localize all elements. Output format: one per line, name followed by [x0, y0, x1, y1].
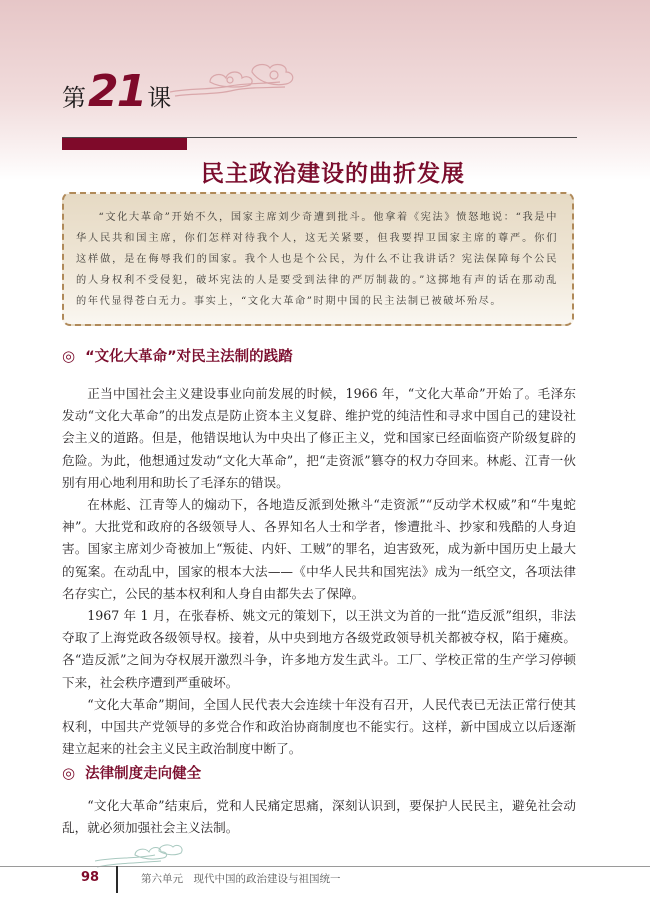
section-heading-text: 法律制度走向健全 — [85, 766, 202, 782]
paragraph: 1967 年 1 月，在张春桥、姚文元的策划下，以王洪文为首的一批“造反派”组织，非法夺取了上海党政各级领导权。接着，从中央到地方各级党政领导机关都被夺权，陷于瘫痪。各“造反派”之间为夺权展开激烈斗争，许多地方发生武斗。工厂、学校正常的生产学习停顿下来，社会秩序遭到严重破坏。 — [62, 608, 576, 690]
section-heading-2 — [62, 762, 201, 783]
footer-rule — [0, 866, 650, 867]
paragraph: 在林彪、江青等人的煽动下，各地造反派到处揪斗“走资派”“反动学术权威”和“牛鬼蛇神”。大批党和政府的各级领导人、各界知名人士和学者，惨遭批斗、抄家和残酷的人身迫害。国家主席刘少奇被加上“叛徒、内奸、工贼”的罪名，迫害致死，成为新中国历史上最大的冤案。在动乱中，国家的根本大法——《中华人民共和国宪法》成为一纸空文，各项法律名存实亡，公民的基本权利和人身自由都失去了保障。 — [62, 497, 576, 601]
section-heading-text: “文化大革命”对民主法制的践踏 — [85, 349, 293, 365]
lesson-prefix: 第 — [62, 84, 86, 112]
lesson-suffix: 课 — [147, 84, 172, 112]
auspicious-cloud-icon — [170, 60, 300, 100]
lesson-number-heading — [62, 64, 172, 117]
lesson-title: 民主政治建设的曲折发展 — [201, 161, 465, 187]
section-2-body — [62, 795, 576, 839]
paragraph: “文化大革命”结束后，党和人民痛定思痛，深刻认识到，要保护人民民主，避免社会动乱，就必须加强社会主义法制。 — [62, 798, 576, 836]
lesson-number: 21 — [88, 66, 146, 117]
intro-quote-text: “文化大革命”开始不久，国家主席刘少奇遭到批斗。他拿着《宪法》愤怒地说：“我是中华人民共和国主席，你们怎样对待我个人，这无关紧要，但我要捍卫国家主席的尊严。你们这样做，是在侮辱我们的国家。我个人也是个公民，为什么不让我讲话？宪法保障每个公民的人身权利不受侵犯，破坏宪法的人是要受到法律的严厉制裁的。”这掷地有声的话在那动乱的年代显得苍白无力。事实上，“文化大革命”时期中国的民主法制已被破坏殆尽。 — [76, 212, 558, 307]
double-circle-icon: ◎ — [62, 763, 76, 782]
section-heading-1 — [62, 345, 293, 366]
intro-quote-box — [62, 192, 574, 326]
double-circle-icon: ◎ — [62, 346, 76, 365]
paragraph: “文化大革命”期间，全国人民代表大会连续十年没有召开，人民代表已无法正常行使其权利，中国共产党领导的多党合作和政治协商制度也不能实行。这样，新中国成立以后逐渐建立起来的社会主义民主政治制度中断了。 — [62, 696, 576, 757]
footer-divider — [116, 866, 118, 893]
footer-unit-label: 第六单元 现代中国的政治建设与祖国统一 — [141, 873, 341, 885]
paragraph: 正当中国社会主义建设事业向前发展的时候，1966 年，“文化大革命”开始了。毛泽东发动“文化大革命”的出发点是防止资本主义复辟、维护党的纯洁性和寻求中国自己的建设社会主义的道路。但是，他错误地认为中央出了修正主义，党和国家已经面临资产阶级复辟的危险。为此，他想通过发动“文化大革命”，把“走资派”篡夺的权力夺回来。林彪、江青一伙别有用心地利用和助长了毛泽东的错误。 — [62, 386, 576, 490]
page-number: 98 — [81, 870, 100, 885]
section-1-body — [62, 383, 576, 760]
header-accent-bar — [62, 138, 187, 150]
